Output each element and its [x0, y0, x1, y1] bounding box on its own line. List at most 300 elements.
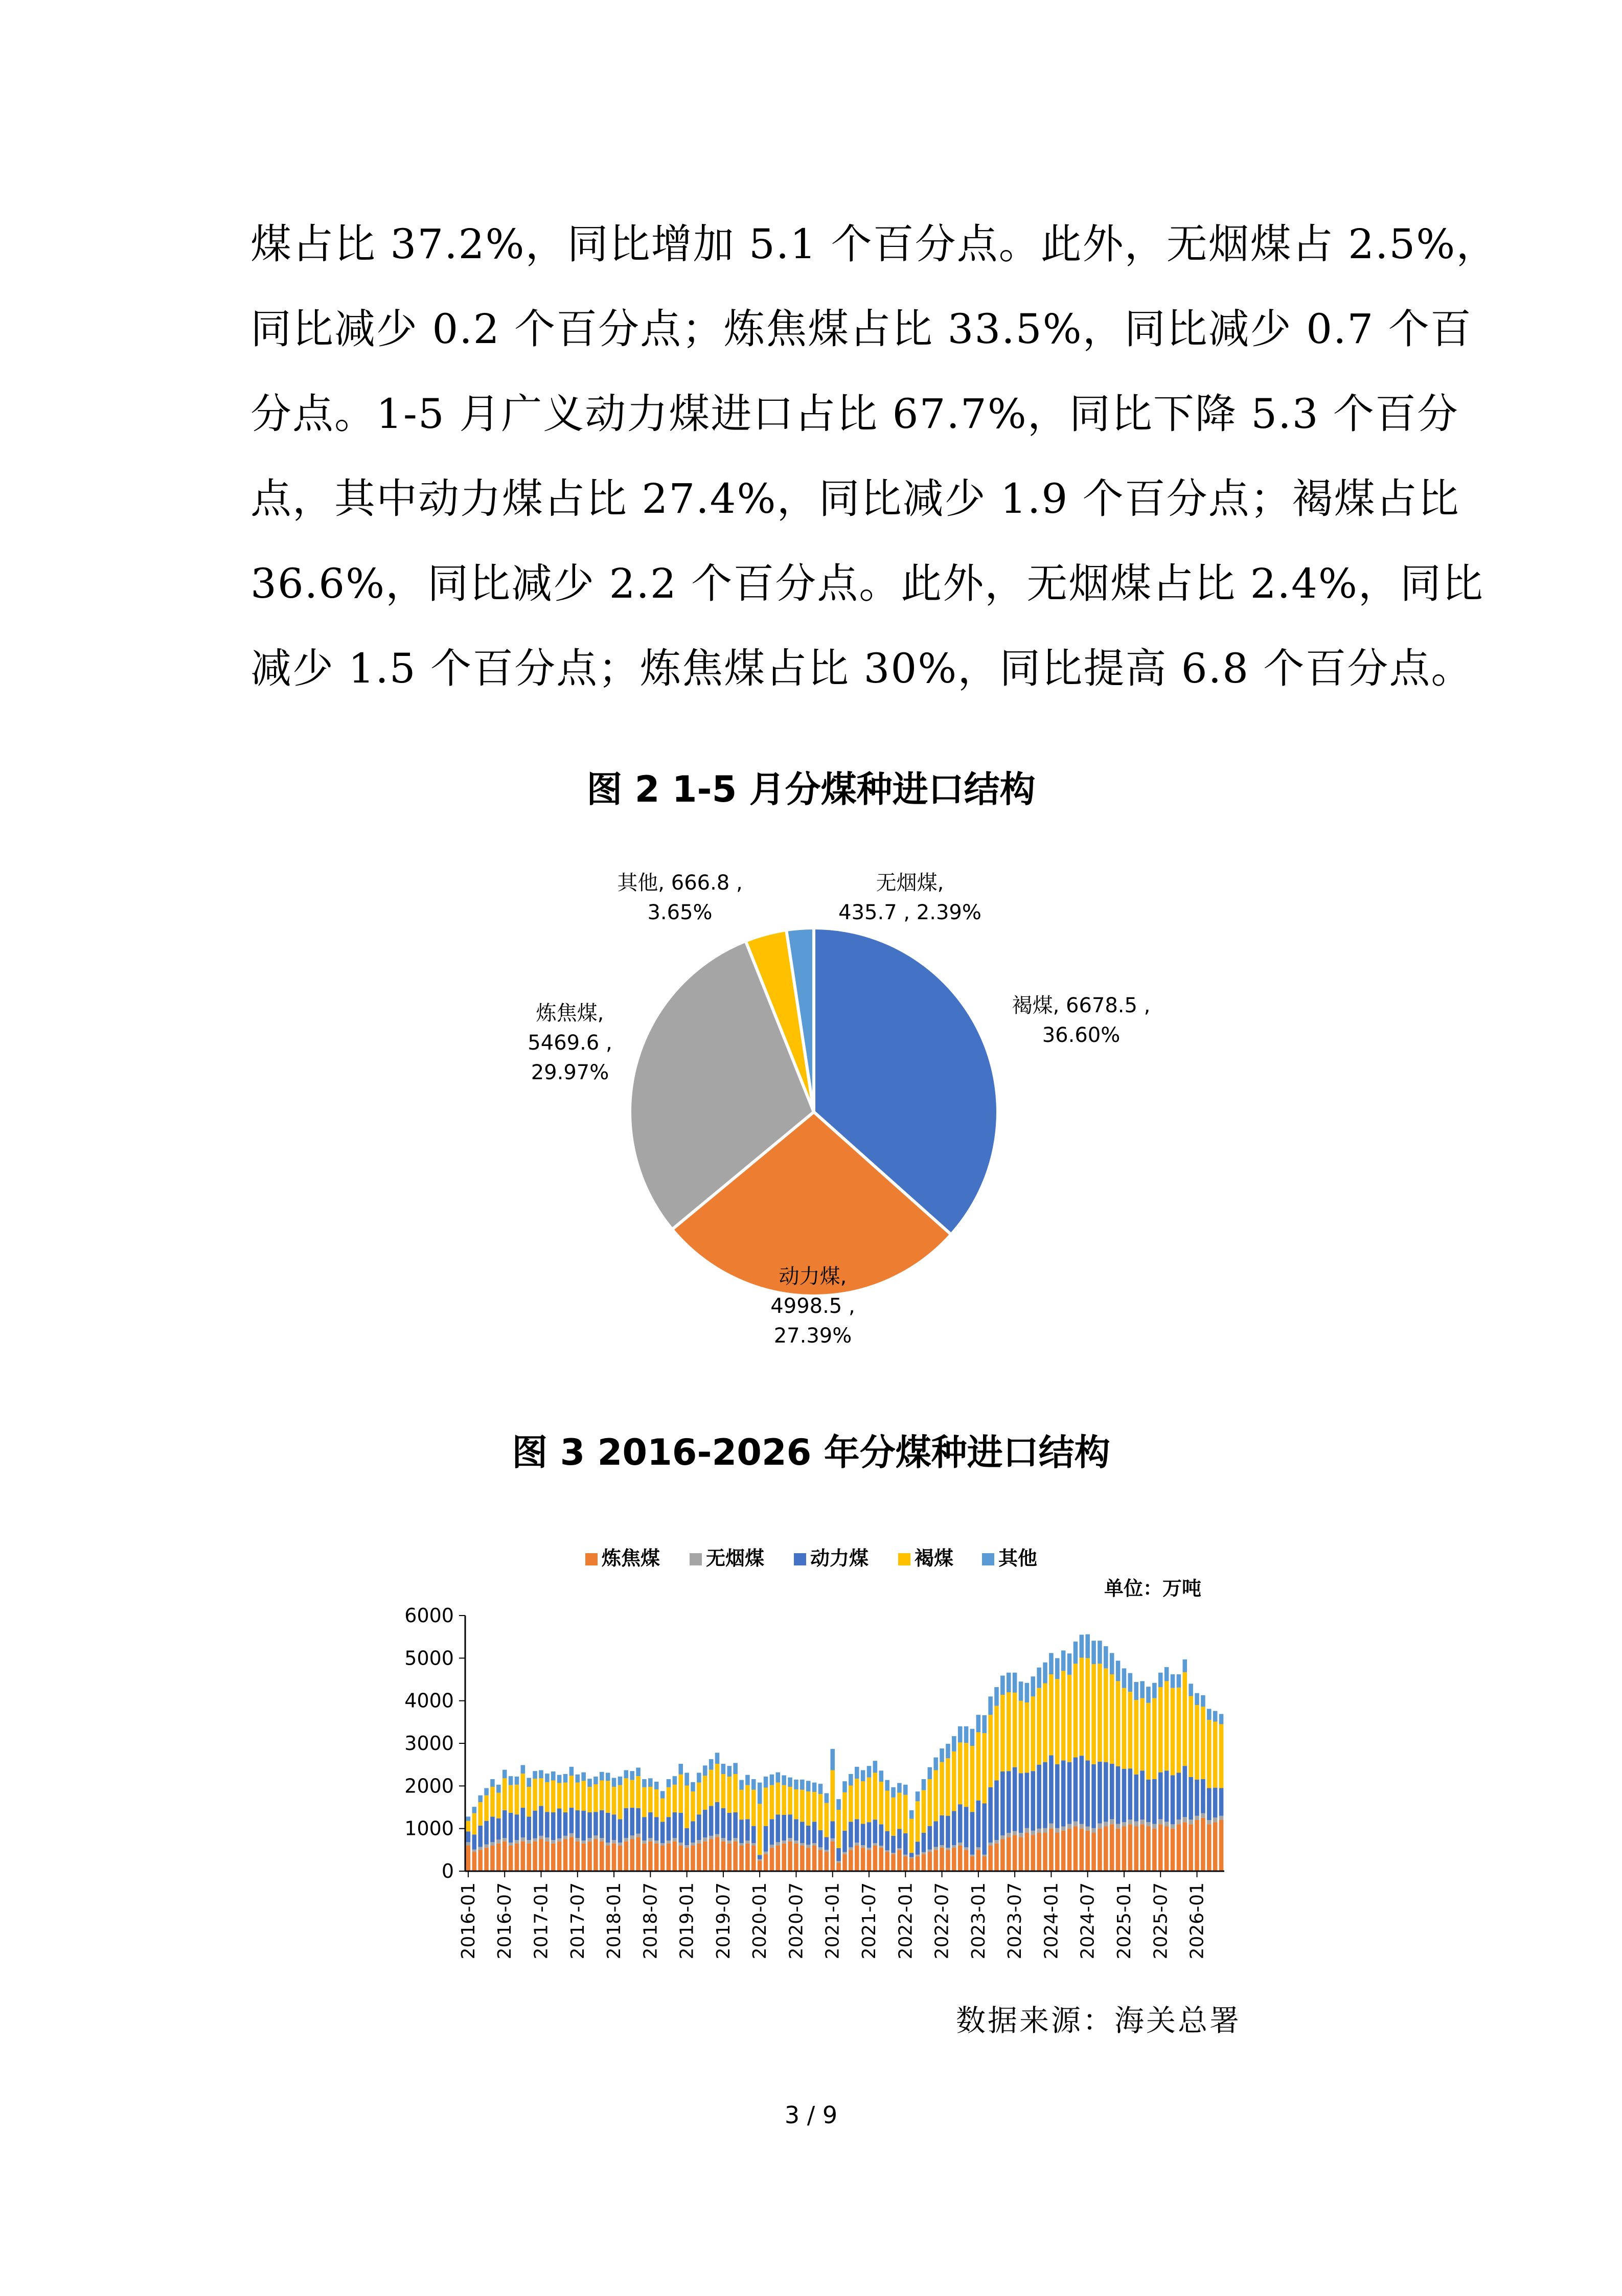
bar-segment-动力煤 — [576, 1810, 580, 1838]
bar-segment-其他 — [539, 1770, 543, 1779]
bar-segment-无烟煤 — [1201, 1813, 1205, 1818]
bar-segment-无烟煤 — [697, 1840, 701, 1844]
bar-segment-无烟煤 — [812, 1843, 817, 1846]
bar-segment-炼焦煤 — [557, 1842, 562, 1871]
bar-segment-炼焦煤 — [630, 1839, 634, 1872]
pie-slice-label: 褐煤, 6678.5 , 36.60% — [1012, 994, 1151, 1047]
bar-segment-褐煤 — [1213, 1722, 1218, 1788]
bar-segment-动力煤 — [593, 1812, 598, 1835]
bar-segment-动力煤 — [1013, 1767, 1017, 1831]
bar-segment-其他 — [678, 1764, 683, 1775]
paragraph-line: 36.6%，同比减少 2.2 个百分点。此外，无烟煤占比 2.4%，同比 — [250, 560, 1484, 607]
bar-segment-褐煤 — [806, 1791, 811, 1826]
bar-segment-褐煤 — [606, 1781, 610, 1813]
bar-segment-褐煤 — [576, 1783, 580, 1810]
bar-segment-其他 — [891, 1787, 896, 1798]
bar-segment-褐煤 — [958, 1742, 963, 1804]
bar-segment-其他 — [606, 1773, 610, 1781]
pie-slice-label: 动力煤, 4998.5 , 27.39% — [770, 1265, 855, 1348]
bar-segment-褐煤 — [515, 1785, 519, 1814]
bar-segment-其他 — [581, 1772, 586, 1781]
bar-segment-炼焦煤 — [1025, 1833, 1030, 1871]
bar-segment-无烟煤 — [1037, 1829, 1041, 1833]
bar-segment-无烟煤 — [1104, 1822, 1108, 1826]
bar-segment-其他 — [612, 1778, 616, 1787]
bar-segment-无烟煤 — [581, 1840, 586, 1844]
bar-segment-无烟煤 — [776, 1842, 781, 1846]
bar-segment-动力煤 — [794, 1819, 798, 1840]
bar-segment-动力煤 — [630, 1808, 634, 1835]
bar-segment-炼焦煤 — [521, 1842, 526, 1871]
bar-segment-动力煤 — [624, 1808, 629, 1838]
bar-segment-无烟煤 — [466, 1842, 471, 1846]
bar-segment-炼焦煤 — [994, 1844, 999, 1871]
bar-segment-其他 — [842, 1781, 847, 1792]
paragraph-line: 分点。1-5 月广义动力煤进口占比 67.7%，同比下降 5.3 个百分 — [250, 390, 1459, 438]
bar-segment-无烟煤 — [1067, 1824, 1072, 1829]
bar-segment-褐煤 — [1158, 1687, 1163, 1772]
bar-segment-其他 — [1098, 1641, 1102, 1664]
bar-segment-其他 — [551, 1771, 556, 1781]
legend-label: 炼焦煤 — [602, 1547, 660, 1570]
bar-segment-无烟煤 — [533, 1838, 537, 1842]
bar-segment-褐煤 — [788, 1787, 792, 1814]
bar-segment-无烟煤 — [916, 1855, 920, 1856]
bar-segment-动力煤 — [684, 1828, 689, 1845]
bar-segment-无烟煤 — [642, 1840, 647, 1844]
bar-segment-动力煤 — [1171, 1776, 1175, 1825]
bar-segment-褐煤 — [1104, 1668, 1108, 1762]
bar-segment-无烟煤 — [952, 1845, 956, 1848]
bar-segment-炼焦煤 — [812, 1846, 817, 1871]
bar-segment-褐煤 — [1140, 1698, 1145, 1771]
bar-segment-炼焦煤 — [800, 1846, 805, 1871]
bar-segment-无烟煤 — [1098, 1824, 1102, 1829]
bar-segment-褐煤 — [1013, 1693, 1017, 1767]
legend-label: 无烟煤 — [706, 1547, 765, 1570]
bar-segment-褐煤 — [776, 1783, 781, 1815]
bar-segment-其他 — [1043, 1663, 1047, 1684]
bar-segment-其他 — [1031, 1676, 1036, 1696]
bar-segment-褐煤 — [691, 1791, 695, 1821]
bar-segment-炼焦煤 — [836, 1862, 841, 1871]
bar-segment-褐煤 — [764, 1788, 768, 1826]
bar-segment-褐煤 — [1146, 1703, 1151, 1780]
pie-slice-label: 炼焦煤, 5469.6 , 29.97% — [528, 1002, 612, 1084]
paragraph-line: 点，其中动力煤占比 27.4%，同比减少 1.9 个百分点；褐煤占比 — [250, 475, 1460, 522]
bar-segment-其他 — [830, 1749, 835, 1770]
bar-segment-其他 — [545, 1774, 550, 1782]
bar-segment-褐煤 — [673, 1785, 677, 1812]
bar-segment-炼焦煤 — [1104, 1827, 1108, 1872]
bar-segment-其他 — [836, 1799, 841, 1810]
bar-segment-其他 — [569, 1767, 574, 1776]
bar-segment-炼焦煤 — [466, 1846, 471, 1871]
bar-segment-其他 — [800, 1780, 805, 1790]
chart-legend — [585, 1547, 1037, 1570]
bar-segment-无烟煤 — [745, 1840, 750, 1844]
bar-segment-无烟煤 — [606, 1843, 610, 1846]
bar-segment-动力煤 — [606, 1813, 610, 1843]
bar-segment-其他 — [788, 1778, 792, 1787]
bar-segment-炼焦煤 — [1171, 1829, 1175, 1871]
bar-segment-炼焦煤 — [1055, 1833, 1060, 1871]
bar-segment-褐煤 — [1025, 1702, 1030, 1773]
bar-segment-无烟煤 — [1000, 1835, 1005, 1839]
bar-segment-炼焦煤 — [1091, 1833, 1096, 1871]
bar-segment-动力煤 — [861, 1824, 865, 1846]
bar-segment-无烟煤 — [673, 1838, 677, 1842]
bar-segment-炼焦煤 — [1158, 1824, 1163, 1871]
bar-segment-无烟煤 — [764, 1852, 768, 1854]
paragraph-line: 同比减少 0.2 个百分点；炼焦煤占比 33.5%，同比减少 0.7 个百 — [250, 305, 1472, 353]
bar-segment-动力煤 — [806, 1826, 811, 1845]
bar-segment-其他 — [1067, 1653, 1072, 1675]
bar-segment-褐煤 — [1037, 1688, 1041, 1765]
bar-segment-炼焦煤 — [1080, 1829, 1084, 1871]
bar-segment-无烟煤 — [1091, 1828, 1096, 1833]
bar-segment-其他 — [472, 1807, 477, 1813]
bar-segment-褐煤 — [1171, 1688, 1175, 1776]
bar-segment-褐煤 — [527, 1787, 531, 1816]
bar-segment-无烟煤 — [1164, 1822, 1169, 1826]
bar-segment-炼焦煤 — [909, 1858, 914, 1871]
bar-segment-其他 — [1195, 1693, 1199, 1705]
pie-chart — [0, 838, 1622, 1401]
x-tick-label: 2017-07 — [567, 1882, 588, 1960]
bar-segment-无烟煤 — [1219, 1816, 1224, 1820]
bar-segment-动力煤 — [1134, 1775, 1138, 1822]
bar-segment-无烟煤 — [509, 1843, 513, 1846]
bar-segment-无烟煤 — [618, 1843, 623, 1846]
bar-segment-其他 — [751, 1779, 756, 1790]
bar-segment-炼焦煤 — [1031, 1835, 1036, 1871]
x-tick-label: 2024-01 — [1041, 1882, 1062, 1960]
bar-segment-其他 — [1061, 1650, 1066, 1671]
bar-segment-无烟煤 — [1122, 1822, 1127, 1826]
bar-segment-炼焦煤 — [1219, 1820, 1224, 1871]
bar-segment-炼焦煤 — [903, 1856, 908, 1871]
bar-segment-其他 — [502, 1770, 507, 1779]
bar-segment-无烟煤 — [758, 1859, 762, 1861]
legend-swatch — [690, 1553, 702, 1565]
bar-segment-其他 — [885, 1780, 889, 1791]
x-tick-label: 2019-01 — [676, 1882, 698, 1960]
bar-segment-其他 — [776, 1772, 781, 1783]
bar-segment-无烟煤 — [1158, 1819, 1163, 1824]
bar-segment-动力煤 — [1177, 1773, 1181, 1820]
bar-segment-动力煤 — [1055, 1764, 1060, 1828]
bar-segment-无烟煤 — [818, 1847, 823, 1850]
bar-segment-无烟煤 — [563, 1836, 568, 1839]
bar-segment-其他 — [1207, 1709, 1212, 1720]
bar-segment-褐煤 — [812, 1792, 817, 1822]
bar-segment-炼焦煤 — [624, 1842, 629, 1871]
legend-swatch — [794, 1553, 806, 1565]
bar-segment-动力煤 — [563, 1812, 568, 1836]
bar-segment-动力煤 — [818, 1830, 823, 1847]
bar-segment-动力煤 — [1025, 1773, 1030, 1828]
bar-segment-其他 — [988, 1696, 993, 1715]
bar-segment-褐煤 — [903, 1795, 908, 1833]
bar-segment-褐煤 — [1019, 1701, 1023, 1774]
bar-segment-炼焦煤 — [1207, 1824, 1212, 1871]
bar-segment-其他 — [667, 1779, 671, 1787]
x-tick-label: 2018-01 — [604, 1882, 625, 1960]
bar-segment-褐煤 — [709, 1770, 714, 1806]
bar-segment-无烟煤 — [472, 1850, 477, 1852]
bar-segment-无烟煤 — [903, 1855, 908, 1856]
bar-segment-炼焦煤 — [715, 1837, 720, 1871]
bar-segment-无烟煤 — [800, 1843, 805, 1846]
bar-segment-炼焦煤 — [885, 1852, 889, 1872]
bar-segment-动力煤 — [1140, 1770, 1145, 1820]
legend-swatch — [982, 1553, 994, 1565]
bar-segment-炼焦煤 — [758, 1860, 762, 1871]
bar-segment-其他 — [933, 1758, 938, 1770]
bar-segment-无烟煤 — [1110, 1819, 1114, 1824]
x-tick-label: 2026-01 — [1186, 1882, 1208, 1960]
bar-segment-无烟煤 — [1073, 1822, 1078, 1827]
bar-segment-炼焦煤 — [988, 1846, 993, 1871]
bar-segment-动力煤 — [885, 1831, 889, 1851]
bar-segment-其他 — [1177, 1674, 1181, 1688]
bar-segment-其他 — [994, 1687, 999, 1706]
bar-segment-动力煤 — [697, 1814, 701, 1840]
bar-segment-其他 — [879, 1770, 884, 1782]
bar-segment-无烟煤 — [502, 1838, 507, 1842]
bar-segment-其他 — [490, 1779, 495, 1787]
page-number: 3 / 9 — [784, 2101, 838, 2129]
bar-segment-炼焦煤 — [673, 1842, 677, 1871]
bar-segment-动力煤 — [897, 1829, 902, 1849]
bar-segment-其他 — [1007, 1673, 1011, 1692]
bar-segment-动力煤 — [733, 1812, 738, 1838]
bar-segment-无烟煤 — [1152, 1824, 1157, 1829]
bar-segment-褐煤 — [1164, 1681, 1169, 1770]
bar-segment-无烟煤 — [667, 1840, 671, 1844]
y-tick-label: 4000 — [404, 1689, 454, 1712]
bar-segment-褐煤 — [678, 1775, 683, 1813]
bar-segment-无烟煤 — [739, 1843, 744, 1846]
bar-segment-动力煤 — [515, 1814, 519, 1840]
bar-segment-无烟煤 — [982, 1855, 987, 1856]
bar-segment-动力煤 — [830, 1822, 835, 1838]
bar-segment-动力煤 — [745, 1819, 750, 1840]
x-tick-label: 2020-07 — [786, 1882, 807, 1960]
bar-segment-炼焦煤 — [1128, 1824, 1133, 1871]
bar-segment-炼焦煤 — [952, 1848, 956, 1871]
bar-segment-褐煤 — [1134, 1700, 1138, 1775]
bar-segment-炼焦煤 — [660, 1846, 665, 1871]
bar-segment-动力煤 — [509, 1813, 513, 1843]
bar-segment-炼焦煤 — [733, 1842, 738, 1871]
x-tick-label: 2021-01 — [822, 1882, 843, 1960]
bar-segment-动力煤 — [551, 1812, 556, 1840]
bar-segment-褐煤 — [849, 1786, 853, 1822]
bar-segment-无烟煤 — [490, 1842, 495, 1846]
bar-segment-无烟煤 — [1043, 1828, 1047, 1833]
bar-segment-其他 — [1122, 1668, 1127, 1688]
bar-segment-其他 — [1013, 1673, 1017, 1693]
bar-segment-动力煤 — [964, 1807, 969, 1847]
bar-segment-动力煤 — [533, 1811, 537, 1838]
bars — [466, 1634, 1224, 1871]
bar-segment-无烟煤 — [600, 1838, 604, 1842]
bar-segment-褐煤 — [916, 1801, 920, 1842]
bar-segment-其他 — [958, 1726, 963, 1743]
bar-segment-无烟煤 — [709, 1836, 714, 1839]
bar-segment-无烟煤 — [1183, 1817, 1187, 1822]
bar-segment-无烟煤 — [988, 1843, 993, 1846]
bar-segment-其他 — [922, 1779, 926, 1790]
data-source-note: 数据来源：海关总署 — [956, 2003, 1242, 2038]
bar-segment-其他 — [812, 1783, 817, 1792]
bar-segment-其他 — [1116, 1661, 1121, 1681]
bar-segment-其他 — [624, 1770, 629, 1779]
bar-segment-褐煤 — [825, 1803, 829, 1837]
bar-segment-褐煤 — [703, 1776, 707, 1810]
x-tick-label: 2023-01 — [968, 1882, 989, 1960]
bar-segment-褐煤 — [1091, 1664, 1096, 1764]
bar-segment-动力煤 — [849, 1822, 853, 1847]
bar-segment-炼焦煤 — [691, 1846, 695, 1871]
x-tick-label: 2021-07 — [859, 1882, 880, 1960]
bar-segment-炼焦煤 — [806, 1848, 811, 1871]
x-tick-label: 2016-01 — [458, 1882, 479, 1960]
bar-segment-其他 — [521, 1765, 526, 1774]
x-tick-label: 2022-07 — [931, 1882, 953, 1960]
bar-segment-动力煤 — [1067, 1762, 1072, 1824]
bar-segment-无烟煤 — [879, 1846, 884, 1848]
bar-segment-褐煤 — [1177, 1688, 1181, 1773]
bar-segment-褐煤 — [648, 1787, 653, 1812]
bar-segment-褐煤 — [1067, 1675, 1072, 1762]
bar-segment-褐煤 — [855, 1779, 859, 1819]
bar-segment-无烟煤 — [636, 1834, 641, 1837]
y-tick-label: 3000 — [404, 1732, 454, 1755]
bar-segment-炼焦煤 — [770, 1848, 774, 1871]
bar-segment-其他 — [745, 1775, 750, 1785]
bar-segment-褐煤 — [891, 1798, 896, 1836]
bar-segment-褐煤 — [1116, 1681, 1121, 1766]
bar-segment-其他 — [903, 1785, 908, 1795]
bar-segment-动力煤 — [539, 1806, 543, 1836]
bar-segment-动力煤 — [928, 1826, 932, 1850]
bar-segment-其他 — [509, 1776, 513, 1785]
bar-segment-褐煤 — [533, 1779, 537, 1811]
bar-segment-无烟煤 — [867, 1848, 872, 1850]
bar-segment-动力煤 — [1189, 1777, 1193, 1820]
bar-segment-无烟煤 — [721, 1838, 726, 1842]
bar-segment-其他 — [806, 1781, 811, 1791]
bar-segment-炼焦煤 — [764, 1854, 768, 1871]
bar-segment-褐煤 — [587, 1787, 592, 1812]
bar-segment-无烟煤 — [1019, 1833, 1023, 1837]
x-tick-label: 2018-07 — [640, 1882, 661, 1960]
bar-segment-炼焦煤 — [478, 1850, 483, 1871]
bar-segment-褐煤 — [563, 1783, 568, 1812]
bar-segment-炼焦煤 — [533, 1842, 537, 1871]
bar-segment-褐煤 — [727, 1777, 732, 1813]
bar-segment-褐煤 — [466, 1821, 471, 1832]
bar-segment-动力煤 — [788, 1814, 792, 1838]
bar-segment-褐煤 — [1061, 1671, 1066, 1760]
bar-segment-动力煤 — [618, 1819, 623, 1843]
bar-segment-炼焦煤 — [928, 1852, 932, 1872]
bar-segment-其他 — [496, 1785, 501, 1793]
bar-segment-动力煤 — [673, 1812, 677, 1838]
bar-segment-褐煤 — [933, 1770, 938, 1822]
bar-segment-炼焦煤 — [1152, 1829, 1157, 1871]
bar-segment-炼焦煤 — [527, 1844, 531, 1871]
bar-segment-无烟煤 — [587, 1838, 592, 1842]
bar-segment-无烟煤 — [678, 1843, 683, 1846]
bar-segment-动力煤 — [842, 1831, 847, 1852]
bar-segment-无烟煤 — [654, 1840, 659, 1844]
bar-segment-褐煤 — [873, 1773, 878, 1820]
bar-segment-褐煤 — [1080, 1658, 1084, 1756]
bar-segment-其他 — [855, 1767, 859, 1779]
bar-segment-无烟煤 — [825, 1850, 829, 1852]
bar-segment-炼焦煤 — [654, 1844, 659, 1871]
bar-segment-动力煤 — [545, 1812, 550, 1837]
legend-label: 其他 — [998, 1547, 1038, 1570]
bar-segment-其他 — [982, 1715, 987, 1733]
bar-segment-炼焦煤 — [964, 1850, 969, 1871]
bar-segment-褐煤 — [521, 1774, 526, 1808]
bar-segment-动力煤 — [1085, 1760, 1090, 1826]
bar-segment-炼焦煤 — [678, 1846, 683, 1871]
bar-segment-褐煤 — [667, 1787, 671, 1817]
bar-segment-炼焦煤 — [502, 1842, 507, 1871]
bar-segment-无烟煤 — [994, 1840, 999, 1844]
bar-segment-无烟煤 — [703, 1837, 707, 1842]
bar-segment-动力煤 — [1195, 1780, 1199, 1816]
bar-segment-炼焦煤 — [1146, 1827, 1151, 1872]
bar-segment-炼焦煤 — [1061, 1831, 1066, 1871]
bar-segment-无烟煤 — [751, 1843, 756, 1846]
bar-segment-动力煤 — [879, 1824, 884, 1846]
bar-segment-动力煤 — [612, 1814, 616, 1840]
bar-segment-其他 — [867, 1766, 872, 1778]
bar-segment-动力煤 — [1183, 1766, 1187, 1817]
bar-segment-褐煤 — [733, 1774, 738, 1812]
bar-segment-炼焦煤 — [490, 1846, 495, 1871]
legend-swatch — [585, 1553, 598, 1565]
bar-segment-动力煤 — [855, 1819, 859, 1843]
bar-segment-炼焦煤 — [1098, 1829, 1102, 1871]
bar-segment-炼焦煤 — [1000, 1839, 1005, 1872]
bar-segment-炼焦煤 — [739, 1846, 744, 1871]
bar-segment-炼焦煤 — [1164, 1827, 1169, 1872]
bar-segment-炼焦煤 — [648, 1842, 653, 1871]
bar-segment-无烟煤 — [806, 1845, 811, 1848]
bar-segment-动力煤 — [1201, 1779, 1205, 1813]
bar-segment-炼焦煤 — [825, 1852, 829, 1872]
bar-segment-其他 — [764, 1777, 768, 1788]
bar-segment-炼焦煤 — [830, 1842, 835, 1871]
bar-segment-褐煤 — [739, 1790, 744, 1820]
bar-segment-褐煤 — [1201, 1707, 1205, 1779]
bar-segment-动力煤 — [581, 1811, 586, 1840]
bar-segment-炼焦煤 — [1189, 1824, 1193, 1871]
bar-segment-炼焦煤 — [1116, 1829, 1121, 1871]
bar-segment-炼焦煤 — [861, 1848, 865, 1871]
bar-segment-其他 — [727, 1766, 732, 1777]
bar-segment-褐煤 — [976, 1732, 981, 1800]
bar-segment-炼焦煤 — [933, 1850, 938, 1871]
